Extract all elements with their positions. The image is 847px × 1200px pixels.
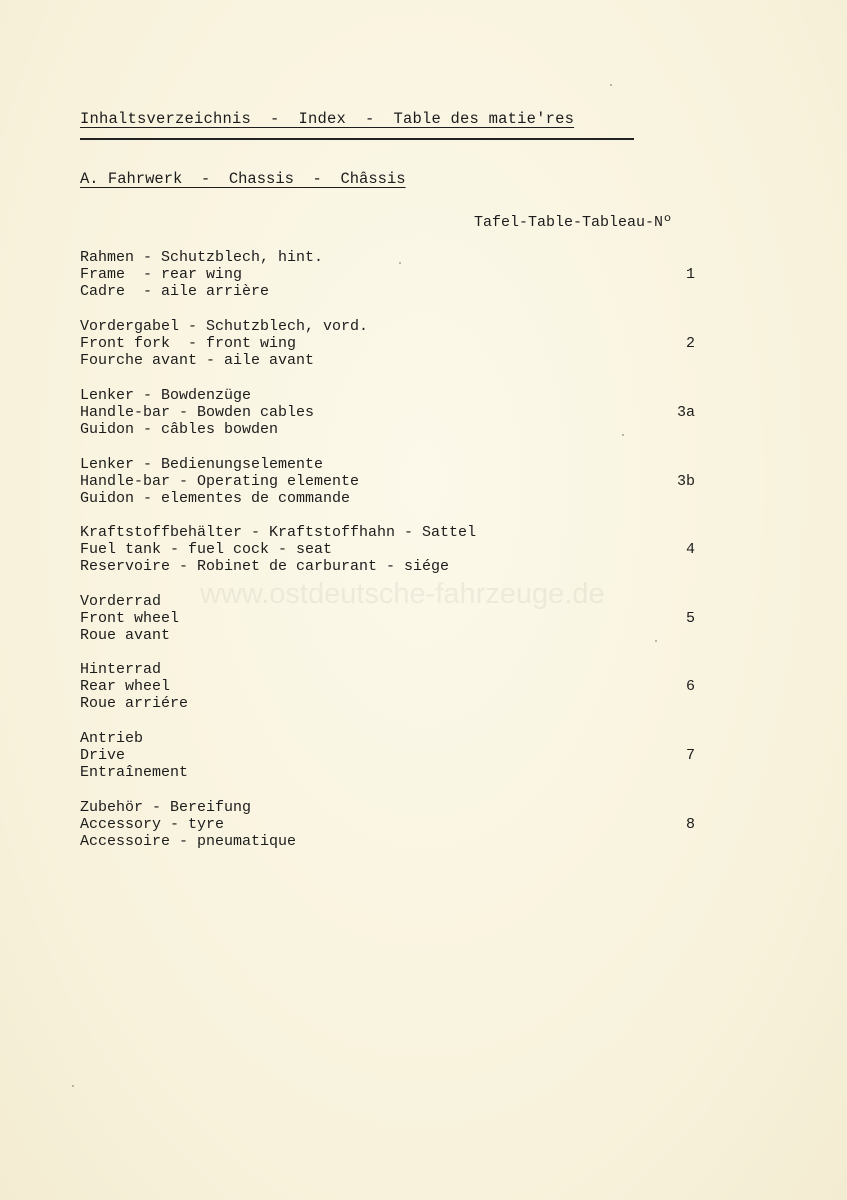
entry-line-french: Guidon - elementes de commande [80,490,351,508]
watermark: www.ostdeutsche-fahrzeuge.de [200,578,605,610]
entry-line-german: Vordergabel - Schutzblech, vord. [80,318,369,335]
entry-line-french: Accessoire - pneumatique [80,833,297,851]
index-entry [80,730,720,782]
entry-line-french: Reservoire - Robinet de carburant - siége [80,558,450,576]
index-entry [80,524,720,576]
index-entry [80,799,720,851]
plate-number: 7 [685,747,695,765]
plate-number: 3b [676,473,695,491]
page-title: Inhaltsverzeichnis - Index - Table des matie'res [80,110,575,128]
index-entry [80,249,720,301]
entry-line-english: Front wheel [80,610,180,628]
index-entry [80,593,720,645]
entry-line-english: Accessory - tyre [80,816,225,834]
index-entry [80,456,720,508]
entry-line-french: Roue avant [80,627,171,645]
index-entry [80,318,720,370]
entry-line-french: Roue arriére [80,695,189,713]
entry-line-french: Fourche avant - aile avant [80,352,315,370]
entry-line-english: Drive [80,747,126,765]
entry-line-german: Kraftstoffbehälter - Kraftstoffhahn - Sattel [80,524,477,541]
index-entry [80,387,720,439]
paper-speck [610,84,612,86]
plate-column-header: Tafel-Table-Tableau-Nº [474,214,673,231]
plate-number: 1 [685,266,695,284]
paper-speck [399,262,401,264]
entry-line-english: Handle-bar - Operating elemente [80,473,360,491]
plate-number: 8 [685,816,695,834]
entry-line-german: Lenker - Bedienungselemente [80,456,324,473]
paper-speck [655,640,657,642]
entry-line-english: Handle-bar - Bowden cables [80,404,315,422]
entry-line-german: Zubehör - Bereifung [80,799,252,816]
entry-line-german: Lenker - Bowdenzüge [80,387,252,404]
entry-line-english: Frame - rear wing [80,266,243,284]
entry-line-german: Hinterrad [80,661,162,678]
plate-number: 3a [676,404,695,422]
entry-line-french: Cadre - aile arrière [80,283,270,301]
entry-line-german: Vorderrad [80,593,162,610]
entry-line-english: Fuel tank - fuel cock - seat [80,541,333,559]
entry-line-french: Entraînement [80,764,189,782]
plate-number: 4 [685,541,695,559]
paper-speck [622,434,624,436]
plate-number: 2 [685,335,695,353]
index-entry [80,661,720,713]
entry-line-english: Rear wheel [80,678,171,696]
entry-line-english: Front fork - front wing [80,335,297,353]
entry-line-german: Rahmen - Schutzblech, hint. [80,249,324,266]
entry-line-german: Antrieb [80,730,144,747]
plate-number: 5 [685,610,695,628]
entry-line-french: Guidon - câbles bowden [80,421,279,439]
section-title: A. Fahrwerk - Chassis - Châssis [80,170,406,188]
title-divider [80,138,634,140]
paper-speck [72,1085,74,1087]
plate-number: 6 [685,678,695,696]
